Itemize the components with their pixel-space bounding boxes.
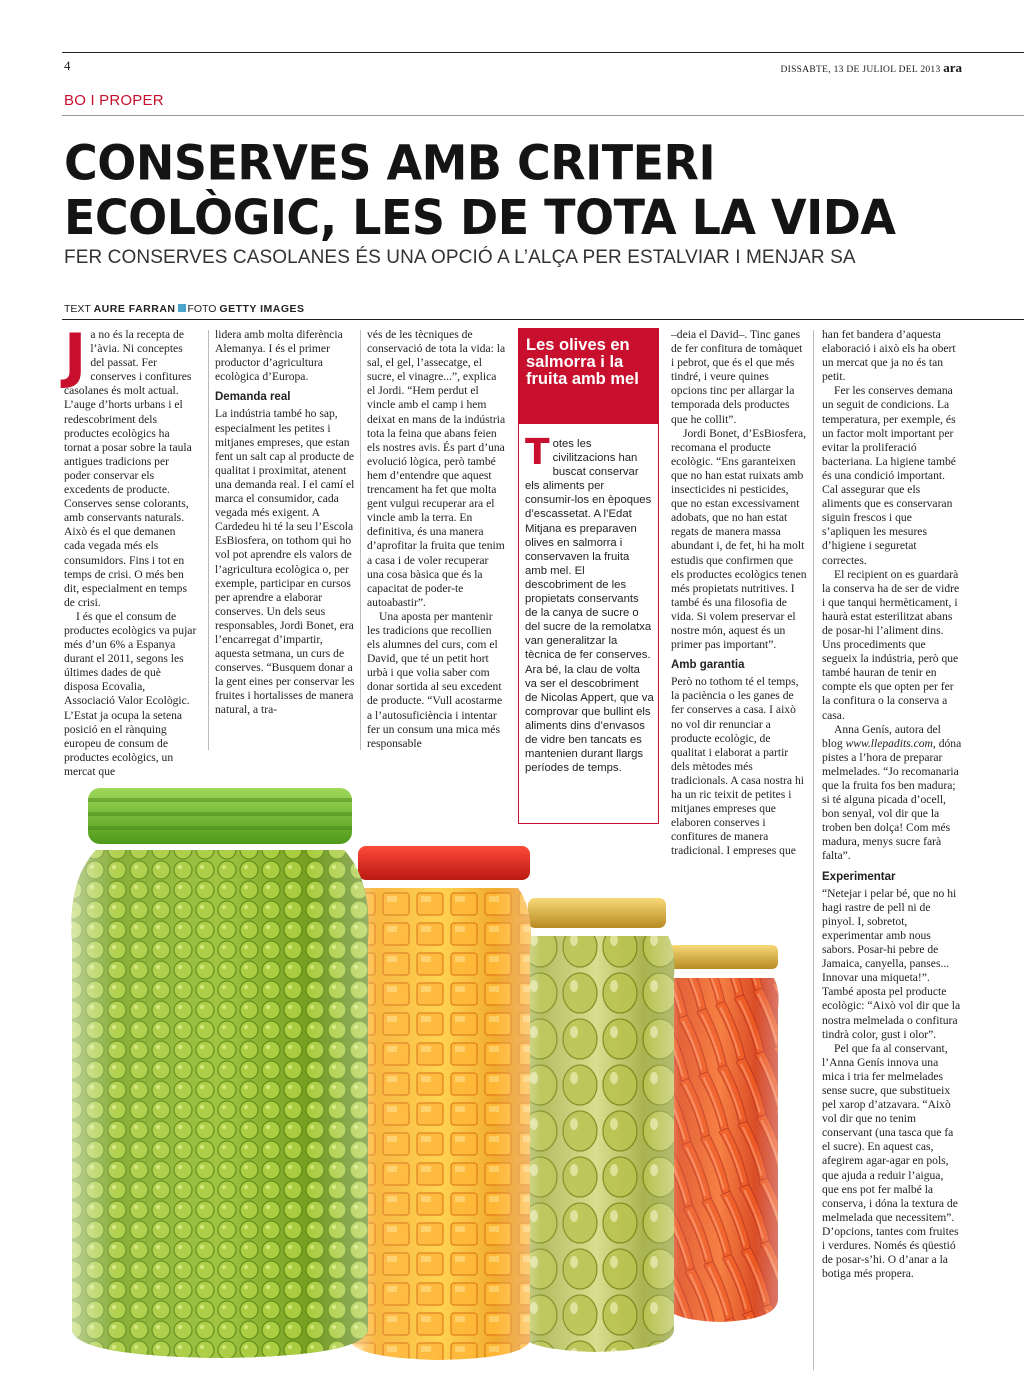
column-rule bbox=[360, 330, 361, 750]
article-column-2 bbox=[215, 328, 355, 718]
publication-logo: ara bbox=[943, 60, 962, 75]
text-label: TEXT bbox=[64, 303, 91, 315]
paragraph-text: a no és la recepta de l’àvia. Ni conceptes del passat. Fer conserves i confitures casolanes és molt actual. L’auge d’horts urbans i el redescobriment dels productes ecològics ha tornat a posar sobre la taula antigues tradicions per poder conservar els excedents de producte. Conserves sense colorants, amb conservants naturals. Això és el que demanen cada vegada més els consumidors. Fins i tot en temps de crisi. O més ben dit, especialment en temps de crisi. bbox=[64, 328, 192, 609]
pea-jar bbox=[72, 788, 369, 1358]
paragraph: I és que el consum de productes ecològics va pujar més d’un 6% a Espanya durant el 2011, segons les últimes dades de què disposa Ecovalia, Associació Valor Ecològic. L’Estat ja ocupa la setena posició en el rànquing europeu de consum de productes ecològics, un mercat que bbox=[64, 609, 197, 778]
paragraph: lidera amb molta diferència Alemanya. I és el primer productor d’agricultura ecològica d’Europa. bbox=[215, 328, 343, 384]
page-number: 4 bbox=[64, 58, 71, 73]
paragraph: vés de les tècniques de conservació de tota la vida: la sal, el gel, l’assecatge, el sucre, el vinagre...”, explica el Jordi. “Hem perdut el vincle amb el camp i hem deixat en mans de la indústria tota la feina que abans feien els nostres avis. És part d’una evolució lògica, però també hem d’entendre que aquest trencament ha fet que molta gent vulgui recuperar ara el vincle amb la terra. En definitiva, és una manera d’aprofitar la fruita que tenim a casa i de voler recuperar una cosa bàsica que és la capacitat de poder-te autoabastir”. bbox=[367, 328, 506, 609]
paragraph: Jordi Bonet, d’EsBiosfera, recomana el producte ecològic. “Ens garanteixen que no han estat ruixats amb insecticides ni pesticides, que no estan excessivament adobats, que no han estat regats de manera massa abundant i, de fet, hi ha molt estudis que confirmen que els productes ecològics tenen més propietats nutritives. I també és una filosofia de vida. Si volem preservar el nostre món, aquest és un primer pas important”. bbox=[671, 426, 807, 652]
blog-link[interactable]: www.llepadits.com, bbox=[845, 736, 936, 750]
paragraph: han fet bandera d’aquesta elaboració i això els ha obert un mercat que ja no és tan petit. bbox=[822, 328, 956, 384]
paragraph: El recipient on es guardarà la conserva ha de ser de vidre i que tanqui hermèticament, i haurà estat esterilitzat abans de posar-hi l’aliment dins. Uns procediments que segueix la indústria, però que també hauran de tenir en compte els que opten per fer la confitura o la conserva a casa. bbox=[822, 567, 960, 722]
sidebar-title: Les olives en salmorra i la fruita amb mel bbox=[519, 329, 658, 424]
headline bbox=[64, 136, 964, 244]
drop-cap: J bbox=[64, 321, 87, 391]
byline-rule bbox=[62, 319, 1024, 320]
preserve-jars-photo bbox=[40, 740, 820, 1360]
folio bbox=[780, 60, 962, 76]
sidebar-body bbox=[525, 432, 654, 775]
section-label: BO I PROPER bbox=[64, 92, 164, 109]
paragraph bbox=[64, 321, 198, 610]
subheadline: FER CONSERVES CASOLANES ÉS UNA OPCIÓ A L’ALÇA PER ESTALVIAR I MENJAR SA bbox=[64, 247, 856, 268]
paragraph: Una aposta per mantenir les tradicions que recollien els alumnes del curs, com el David, que té un petit hort urbà i que volia saber com donar sortida al seu excedent de producte. “Vull acostarme a l’autosuficiència i intentar fer un consum una mica més responsable bbox=[367, 609, 503, 750]
olive-jar bbox=[518, 898, 675, 1352]
photo-label: FOTO bbox=[187, 303, 217, 315]
paragraph bbox=[822, 723, 962, 864]
paragraph: Fer les conserves demana un seguit de condicions. La temperatura, per exemple, és un factor molt important per evitar la proliferació bacteriana. La higiene també és una condició important. Cal assegurar que els aliments que es conservaran siguin frescos i que s’apliquen les mesures d’higiene i seguretat correctes. bbox=[822, 384, 956, 567]
subhead-experimentar: Experimentar bbox=[822, 870, 896, 883]
paragraph: Pel que fa al conservant, l’Anna Genís innova una mica i tria fer melmelades sense sucre, que substitueix pel xarop d’atzavara. “Això vol dir que no tenim conservant (una tasca que fa el sucre). En aquest cas, afegirem agar-agar en pols, que ajuda a reduir l’aigua, que ens pot fer malbé la conserva, i dóna la textura de melmelada que necessitem”. D’opcions, tantes com fruites i verdures. Només és qüestió de posar-s’hi. O d’anar a la botiga més propera. bbox=[822, 1041, 959, 1281]
headline-line-2: ECOLÒGIC, LES DE TOTA LA VIDA bbox=[64, 189, 896, 246]
author-name: AURE FARRAN bbox=[93, 303, 176, 315]
pumpkin-jar bbox=[349, 846, 531, 1360]
paragraph-text: dóna pistes a l’hora de preparar melmelades. “Jo recomanaria que la fruita fos ben madura; si té alguna picada d’ocell, bon senyal, vol dir que la troben ben dolça! Com més madura, menys sucre farà falta”. bbox=[822, 736, 962, 863]
paragraph: “Netejar i pelar bé, que no hi hagi rastre de pell ni de pinyol. I, sobretot, experimentar amb nous sabors. Posar-hi pebre de Jamaica, canyella, panses... Innovar una miqueta!”. També aposta pel producte ecològic: “Això vol dir que la nostra melmelada o confitura tindrà color, gust i olor”. bbox=[822, 886, 961, 1041]
article-column-1 bbox=[64, 321, 198, 779]
paragraph: –deia el David–. Tinc ganes de fer confitura de tomàquet i pebrot, que és el que més tindré, i veure quines opcions tinc per allargar la temporada dels productes que he collit”. bbox=[671, 328, 803, 426]
subhead-demanda-real: Demanda real bbox=[215, 391, 291, 404]
paragraph: Però no tothom té el temps, la paciència o les ganes de fer conserves a casa. I això no vol dir renunciar a producte ecològic, de qualitat i elaborat a partir dels mètodes més tradicionals. A casa nostra hi ha un ric teixit de petites i mitjanes empreses que elaboren conserves i confitures de manera tradicional. I empreses que bbox=[671, 675, 804, 858]
headline-line-1: CONSERVES AMB CRITERI bbox=[64, 134, 716, 192]
credit-square-icon bbox=[178, 304, 186, 312]
subhead-amb-garantia: Amb garantia bbox=[671, 659, 745, 672]
pepper-jar bbox=[661, 945, 778, 1322]
sidebar-text: otes les civilitzacions han buscat conservar els aliments per consumir-los en èpoques d’escassetat. A l’Edat Mitjana es preparaven olives en salmorra i conservaven la fruita amb mel. El descobriment de les propietats conservants de la canya de sucre o del sucre de la remolatxa van generalitzar la tècnica de fer conserves. Ara bé, la clau de volta va ser el descobriment de Nicolas Appert, que va comprovar que bullint els aliments dins d’envasos de vidre ben tancats es mantenien durant llargs períodes de temps. bbox=[525, 438, 654, 775]
paragraph: La indústria també ho sap, especialment les petites i mitjanes empreses, que estan fent un salt cap al producte de qualitat i proximitat, atenent una demanda real. I el camí el marca el consumidor, cada vegada més exigent. A Cardedeu hi té la seu l’Escola EsBiosfera, on tothom qui ho vol pot aprendre els valors de l’agricultura ecològica o, per exemple, participar en cursos per aprendre a elaborar conserves. Un dels seus responsables, Jordi Bonet, era l’encarregat d’impartir, aquesta setmana, un curs de conserves. “Busquem donar a la gent eines per conservar les fruites i hortalisses de manera natural, a tra- bbox=[215, 407, 355, 717]
top-rule bbox=[62, 52, 1024, 53]
byline bbox=[64, 303, 305, 315]
issue-date: DISSABTE, 13 DE JULIOL DEL 2013 bbox=[780, 65, 941, 75]
column-rule bbox=[208, 330, 209, 750]
photographer-name: GETTY IMAGES bbox=[219, 303, 305, 315]
section-rule bbox=[62, 115, 1024, 116]
article-column-3 bbox=[367, 328, 507, 751]
article-column-6 bbox=[822, 328, 962, 1281]
sidebar-drop-cap: T bbox=[525, 432, 550, 473]
paragraph-text: Anna Genís, autora del blog bbox=[822, 722, 941, 750]
